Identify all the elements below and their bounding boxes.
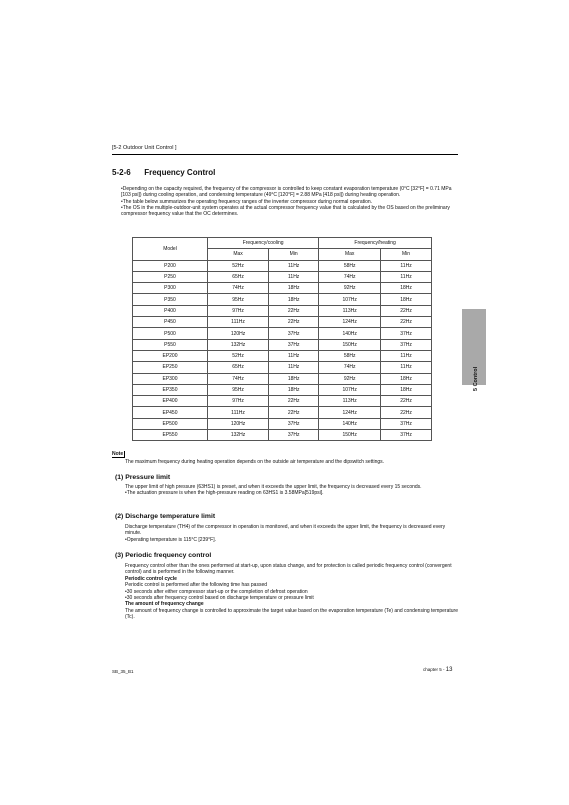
periodic-text [125,563,460,621]
heating-max-cell: 113Hz [319,305,381,316]
frequency-table-body [133,260,432,441]
heating-min-cell: 18Hz [381,283,432,294]
cooling-max-cell: 132Hz [208,430,269,441]
model-cell: EP300 [133,373,208,384]
model-cell: EP350 [133,384,208,395]
discharge-limit-text [125,524,460,543]
cooling-max-cell: 120Hz [208,328,269,339]
heating-max-cell: 58Hz [319,260,381,271]
cooling-min-cell: 18Hz [269,283,319,294]
model-cell: EP500 [133,418,208,429]
periodic-cycle-heading: Periodic control cycle [125,575,177,582]
table-row [133,418,432,429]
model-cell: P450 [133,317,208,328]
cooling-min-cell: 11Hz [269,362,319,373]
table-row [133,384,432,395]
table-row [133,396,432,407]
cooling-max-cell: 95Hz [208,384,269,395]
chapter-side-label: 5 Control [473,366,479,391]
header-divider [112,154,458,155]
heating-max-cell: 150Hz [319,430,381,441]
section-title-text: Frequency Control [144,168,216,177]
section-number: 5-2-6 [112,168,131,177]
model-cell: P550 [133,339,208,350]
table-row [133,283,432,294]
cooling-min-cell: 11Hz [269,350,319,361]
model-cell: EP400 [133,396,208,407]
pressure-limit-text [125,484,460,497]
cooling-max-cell: 65Hz [208,271,269,282]
cooling-max-cell: 65Hz [208,362,269,373]
cooling-max-cell: 97Hz [208,305,269,316]
heating-max-cell: 92Hz [319,373,381,384]
periodic-heading: (3) Periodic frequency control [115,552,212,559]
model-cell: EP550 [133,430,208,441]
table-row [133,430,432,441]
heating-max-cell: 74Hz [319,271,381,282]
cooling-min-cell: 18Hz [269,294,319,305]
heating-max-cell: 107Hz [319,384,381,395]
heating-min-cell: 18Hz [381,294,432,305]
cooling-max-cell: 111Hz [208,407,269,418]
heating-min-cell: 37Hz [381,339,432,350]
intro-paragraph: •The OS in the multiple-outdoor-unit system operates at the actual compressor frequency value that is calculated by the OS based on the preliminary compressor frequency value that the OC determines. [121,204,450,218]
periodic-amount-heading: The amount of frequency change [125,601,204,608]
cooling-min-cell: 22Hz [269,305,319,316]
table-row [133,271,432,282]
model-cell: EP200 [133,350,208,361]
table-row [133,317,432,328]
table-row [133,350,432,361]
model-cell: P350 [133,294,208,305]
breadcrumb: [5-2 Outdoor Unit Control ] [112,145,177,151]
heating-min-cell: 22Hz [381,396,432,407]
intro-text [121,186,459,217]
cooling-max-cell: 52Hz [208,350,269,361]
heating-max-cell: 74Hz [319,362,381,373]
model-cell: EP450 [133,407,208,418]
discharge-limit-heading: (2) Discharge temperature limit [115,513,216,520]
cooling-min-cell: 18Hz [269,384,319,395]
heating-max-cell: 92Hz [319,283,381,294]
heating-min-cell: 18Hz [381,384,432,395]
cooling-min-cell: 18Hz [269,373,319,384]
cooling-min-cell: 11Hz [269,271,319,282]
note-label: Note [112,451,124,457]
cooling-max-cell: 97Hz [208,396,269,407]
discharge-limit-line: •Operating temperature is 115°C [239°F]. [125,536,216,543]
table-row [133,260,432,271]
cooling-max-cell: 132Hz [208,339,269,350]
heating-max-cell: 150Hz [319,339,381,350]
cooling-min-cell: 37Hz [269,339,319,350]
pressure-limit-heading: (1) Pressure limit [115,474,171,481]
cooling-max-cell: 52Hz [208,260,269,271]
table-row [133,373,432,384]
footer-code: SB_35_B1 [112,669,134,674]
table-row [133,362,432,373]
table-row [133,339,432,350]
heating-max-header: Max [319,249,381,260]
table-row [133,305,432,316]
heating-min-cell: 11Hz [381,260,432,271]
note-text: The maximum frequency during heating operation depends on the outside air temperature and the dipswitch settings. [125,459,385,465]
periodic-intro: Frequency control other than the ones performed at start-up, upon status change, and for protection is called periodic frequency control (convergent control) and is performed in the following manner. [125,563,452,576]
heating-max-cell: 107Hz [319,294,381,305]
pressure-limit-line: The upper limit of high pressure (63HS1) is preset, and when it exceeds the upper limit, the frequency is decreased every 15 seconds. [125,484,422,490]
cooling-max-cell: 74Hz [208,373,269,384]
heating-min-cell: 22Hz [381,317,432,328]
heating-header: Frequency/heating [319,238,432,249]
model-cell: P300 [133,283,208,294]
table-row [133,407,432,418]
section-title [112,168,215,177]
model-cell: P200 [133,260,208,271]
heating-min-cell: 37Hz [381,430,432,441]
heating-min-header: Min [381,249,432,260]
footer-page [423,667,452,673]
cooling-min-cell: 37Hz [269,430,319,441]
heating-min-cell: 18Hz [381,373,432,384]
cooling-min-header: Min [269,249,319,260]
periodic-cycle-item: •30 seconds after either compressor start-up or the completion of defrost operation [125,588,308,595]
heating-max-cell: 140Hz [319,418,381,429]
footer-chapter: chapter 5 - [423,667,445,672]
periodic-cycle-text: Periodic control is performed after the following time has passed [125,582,268,589]
cooling-min-cell: 22Hz [269,317,319,328]
cooling-max-cell: 74Hz [208,283,269,294]
footer-page-number: 13 [445,667,453,673]
model-header: Model [133,238,208,261]
model-cell: P400 [133,305,208,316]
model-cell: P250 [133,271,208,282]
cooling-max-cell: 120Hz [208,418,269,429]
periodic-amount-text: The amount of frequency change is controlled to approximate the target value based on the evaporation temperature (Te) and condensing temperature (Tc). [125,607,458,621]
frequency-table [132,237,432,441]
heating-min-cell: 22Hz [381,305,432,316]
cooling-max-cell: 111Hz [208,317,269,328]
discharge-limit-line: Discharge temperature (TH4) of the compressor in operation is monitored, and when it exceeds the upper limit, the frequency is decreased every minute. [125,524,446,537]
cooling-min-cell: 37Hz [269,328,319,339]
heating-min-cell: 37Hz [381,328,432,339]
cooling-max-header: Max [208,249,269,260]
heating-min-cell: 37Hz [381,418,432,429]
cooling-min-cell: 22Hz [269,396,319,407]
heating-min-cell: 11Hz [381,350,432,361]
model-cell: P500 [133,328,208,339]
intro-paragraph: •The table below summarizes the operating frequency ranges of the inverter compressor during normal operation. [121,198,373,205]
pressure-limit-line: •The actuation pressure is when the high-pressure reading on 63HS1 is 3.58MPa[519psi]. [125,490,324,497]
cooling-max-cell: 95Hz [208,294,269,305]
table-row [133,294,432,305]
model-cell: EP250 [133,362,208,373]
heating-min-cell: 11Hz [381,362,432,373]
cooling-header: Frequency/cooling [208,238,319,249]
heating-min-cell: 22Hz [381,407,432,418]
heating-max-cell: 113Hz [319,396,381,407]
cooling-min-cell: 11Hz [269,260,319,271]
cooling-min-cell: 37Hz [269,418,319,429]
heating-max-cell: 140Hz [319,328,381,339]
heating-max-cell: 58Hz [319,350,381,361]
intro-paragraph: •Depending on the capacity required, the frequency of the compressor is controlled to keep constant evaporation temperature (0°C [32°F] = 0.71 MPa [103 psi]) during cooling operation, and condensing temperature (49°C [120°F] = 2.88 MPa [418 psi]) during heating operation. [121,186,452,199]
heating-min-cell: 11Hz [381,271,432,282]
cooling-min-cell: 22Hz [269,407,319,418]
periodic-cycle-item: •30 seconds after frequency control based on discharge temperature or pressure limit [125,595,314,602]
table-row [133,328,432,339]
heating-max-cell: 124Hz [319,407,381,418]
heating-max-cell: 124Hz [319,317,381,328]
